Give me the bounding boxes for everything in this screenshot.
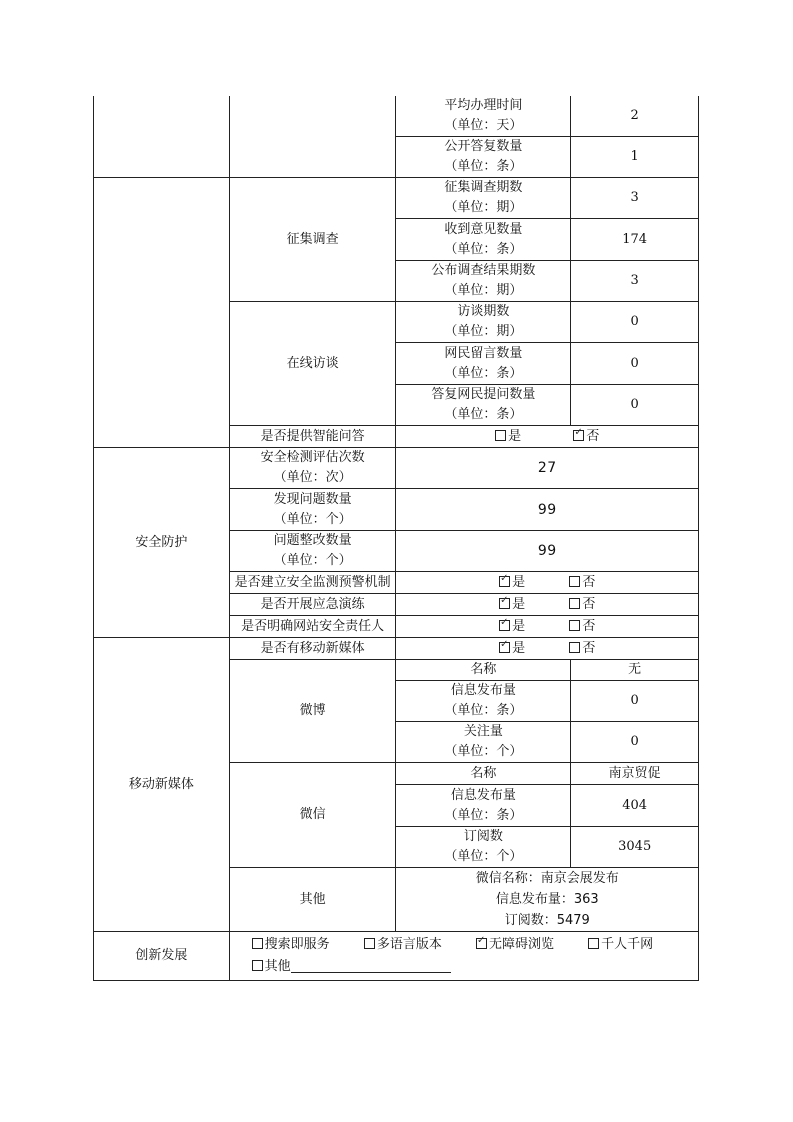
checkbox-icon (495, 430, 506, 441)
other-subs: 订阅数：5479 (504, 913, 590, 928)
checkbox-icon (569, 598, 580, 609)
security-checks-label: 安全检测评估次数 （单位：次） (229, 448, 396, 489)
security-drill-label: 是否开展应急演练 (229, 594, 396, 616)
checkbox-icon (569, 620, 580, 631)
security-responsible-label: 是否明确网站安全责任人 (229, 616, 396, 638)
weibo-posts-value: 0 (571, 681, 699, 722)
checkbox-checked-icon (499, 576, 510, 587)
checkbox-icon (364, 938, 375, 949)
survey-results-label: 公布调查结果期数 （单位：期） (396, 261, 571, 302)
interview-messages-label: 网民留言数量 （单位：条） (396, 343, 571, 385)
other-details (396, 868, 699, 932)
wechat-posts-value: 404 (571, 785, 699, 827)
other-wechat-name: 微信名称：南京会展发布 (475, 871, 619, 886)
checkbox-icon (588, 938, 599, 949)
other-blank-line[interactable] (291, 958, 451, 973)
survey-title: 征集调查 (229, 178, 396, 302)
subsection-cell-continued (229, 96, 396, 178)
survey-periods-value: 3 (571, 178, 699, 219)
wechat-subs-label: 订阅数 （单位：个） (396, 827, 571, 868)
innovation-option-accessible[interactable]: ✓ 无障碍浏览 (476, 934, 554, 956)
smart-qa-yes[interactable]: 是 (495, 427, 521, 447)
security-title: 安全防护 (94, 448, 230, 638)
section-cell-interaction (94, 178, 230, 448)
weibo-posts-label: 信息发布量 （单位：条） (396, 681, 571, 722)
wechat-subs-value: 3045 (571, 827, 699, 868)
innovation-title: 创新发展 (94, 932, 230, 981)
security-checks-value: 27 (396, 448, 699, 489)
mobile-has-label: 是否有移动新媒体 (229, 638, 396, 660)
weibo-name-value: 无 (571, 660, 699, 681)
checkbox-checked-icon (573, 430, 584, 441)
wechat-name-value: 南京贸促 (571, 763, 699, 785)
checkbox-checked-icon (499, 598, 510, 609)
security-responsible-options (396, 616, 699, 638)
interview-title: 在线访谈 (229, 302, 396, 426)
security-drill-options (396, 594, 699, 616)
smart-qa-options (396, 426, 699, 448)
mobile-has-options (396, 638, 699, 660)
survey-results-value: 3 (571, 261, 699, 302)
interview-answers-label: 答复网民提问数量 （单位：条） (396, 385, 571, 426)
innovation-option-personalized[interactable]: 千人千网 (588, 934, 653, 956)
innovation-option-search[interactable]: 搜索即服务 (252, 934, 330, 956)
interview-periods-label: 访谈期数 （单位：期） (396, 302, 571, 343)
weibo-followers-label: 关注量 （单位：个） (396, 722, 571, 763)
other-posts: 信息发布量：363 (495, 892, 599, 907)
smart-qa-no[interactable]: ✓ 否 (573, 427, 599, 447)
security-fixed-label: 问题整改数量 （单位：个） (229, 531, 396, 572)
public-reply-label: 公开答复数量 （单位：条） (396, 137, 571, 178)
statistics-table (93, 96, 699, 981)
interview-answers-value: 0 (571, 385, 699, 426)
security-found-value: 99 (396, 489, 699, 531)
interview-periods-value: 0 (571, 302, 699, 343)
checkbox-icon (569, 642, 580, 653)
avg-time-label: 平均办理时间 （单位：天） (396, 96, 571, 137)
innovation-options (229, 932, 698, 981)
survey-opinions-value: 174 (571, 219, 699, 261)
checkbox-icon (252, 960, 263, 971)
survey-periods-label: 征集调查期数 （单位：期） (396, 178, 571, 219)
mobile-has-no[interactable]: 否 (569, 639, 595, 659)
checkbox-icon (569, 576, 580, 587)
checkbox-checked-icon (499, 620, 510, 631)
security-drill-yes[interactable]: ✓ 是 (499, 595, 525, 615)
avg-time-value: 2 (571, 96, 699, 137)
checkbox-icon (252, 938, 263, 949)
security-warning-yes[interactable]: ✓ 是 (499, 573, 525, 593)
innovation-option-multilang[interactable]: 多语言版本 (364, 934, 442, 956)
wechat-title: 微信 (229, 763, 396, 868)
security-warning-label: 是否建立安全监测预警机制 (229, 572, 396, 594)
checkbox-checked-icon (499, 642, 510, 653)
weibo-title: 微博 (229, 660, 396, 763)
security-found-label: 发现问题数量 （单位：个） (229, 489, 396, 531)
innovation-option-other[interactable]: 其他 (252, 956, 451, 978)
public-reply-value: 1 (571, 137, 699, 178)
wechat-name-label: 名称 (396, 763, 571, 785)
survey-opinions-label: 收到意见数量 （单位：条） (396, 219, 571, 261)
weibo-followers-value: 0 (571, 722, 699, 763)
security-responsible-yes[interactable]: ✓ 是 (499, 617, 525, 637)
section-cell-continued (94, 96, 230, 178)
other-title: 其他 (229, 868, 396, 932)
weibo-name-label: 名称 (396, 660, 571, 681)
smart-qa-label: 是否提供智能问答 (229, 426, 396, 448)
security-warning-no[interactable]: 否 (569, 573, 595, 593)
wechat-posts-label: 信息发布量 （单位：条） (396, 785, 571, 827)
interview-messages-value: 0 (571, 343, 699, 385)
security-warning-options (396, 572, 699, 594)
security-drill-no[interactable]: 否 (569, 595, 595, 615)
security-responsible-no[interactable]: 否 (569, 617, 595, 637)
mobile-title: 移动新媒体 (94, 638, 230, 932)
checkbox-checked-icon (476, 938, 487, 949)
mobile-has-yes[interactable]: ✓ 是 (499, 639, 525, 659)
security-fixed-value: 99 (396, 531, 699, 572)
